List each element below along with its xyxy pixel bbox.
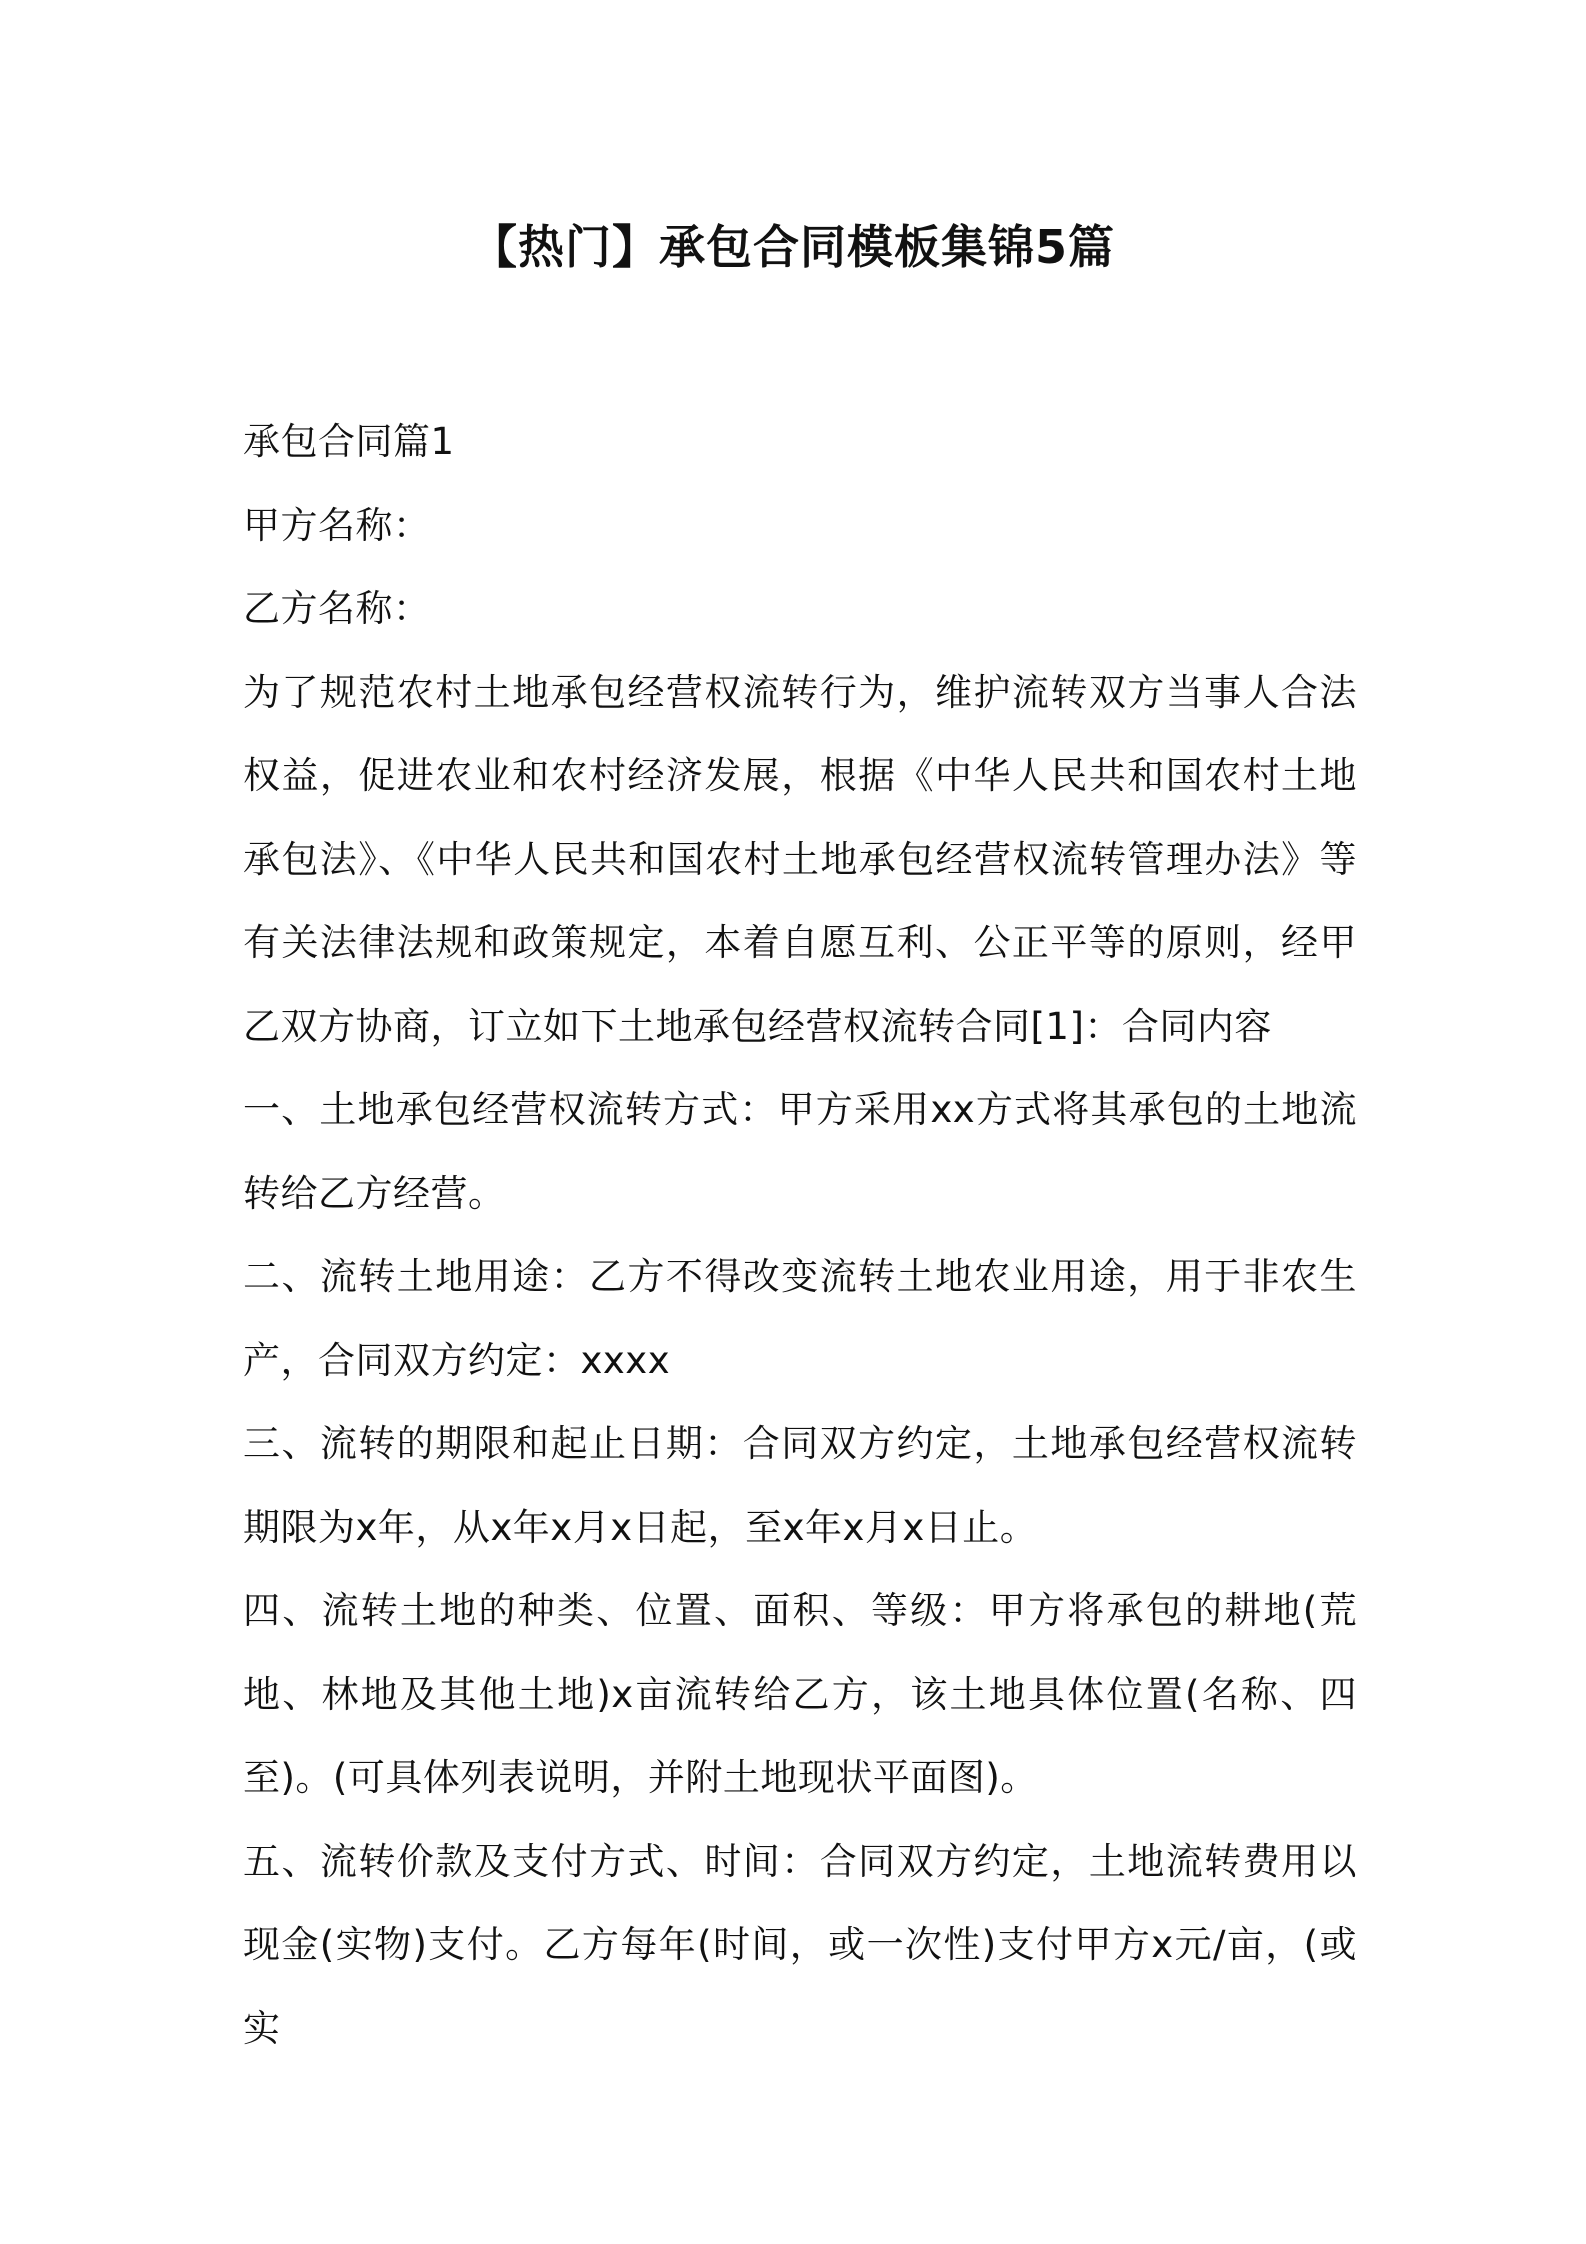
clause-1: 一、土地承包经营权流转方式：甲方采用xx方式将其承包的土地流转给乙方经营。 [243, 1088, 1357, 1215]
document-body [243, 400, 1357, 2070]
clause-2: 二、流转土地用途：乙方不得改变流转土地农业用途，用于非农生产，合同双方约定：xxxx [243, 1255, 1357, 1382]
clause-5: 五、流转价款及支付方式、时间：合同双方约定，土地流转费用以现金(实物)支付。乙方每年(时间，或一次性)支付甲方x元/亩，(或实 [243, 1839, 1357, 2050]
preamble-paragraph: 为了规范农村土地承包经营权流转行为，维护流转双方当事人合法权益，促进农业和农村经济发展，根据《中华人民共和国农村土地承包法》、《中华人民共和国农村土地承包经营权流转管理办法》等有关法律法规和政策规定，本着自愿互利、公正平等的原则，经甲乙双方协商，订立如下土地承包经营权流转合同[1]：合同内容 [243, 670, 1357, 1048]
section-heading: 承包合同篇1 [243, 420, 455, 463]
party-a-name: 甲方名称： [243, 503, 431, 547]
document-title: 【热门】承包合同模板集锦5篇 [470, 220, 1115, 274]
party-b-name: 乙方名称： [243, 587, 431, 630]
clause-3: 三、流转的期限和起止日期：合同双方约定，土地承包经营权流转期限为x年，从x年x月x日起，至x年x月x日止。 [243, 1422, 1357, 1549]
clause-4: 四、流转土地的种类、位置、面积、等级：甲方将承包的耕地(荒地、林地及其他土地)x亩流转给乙方，该土地具体位置(名称、四至)。(可具体列表说明，并附土地现状平面图)。 [243, 1589, 1357, 1799]
